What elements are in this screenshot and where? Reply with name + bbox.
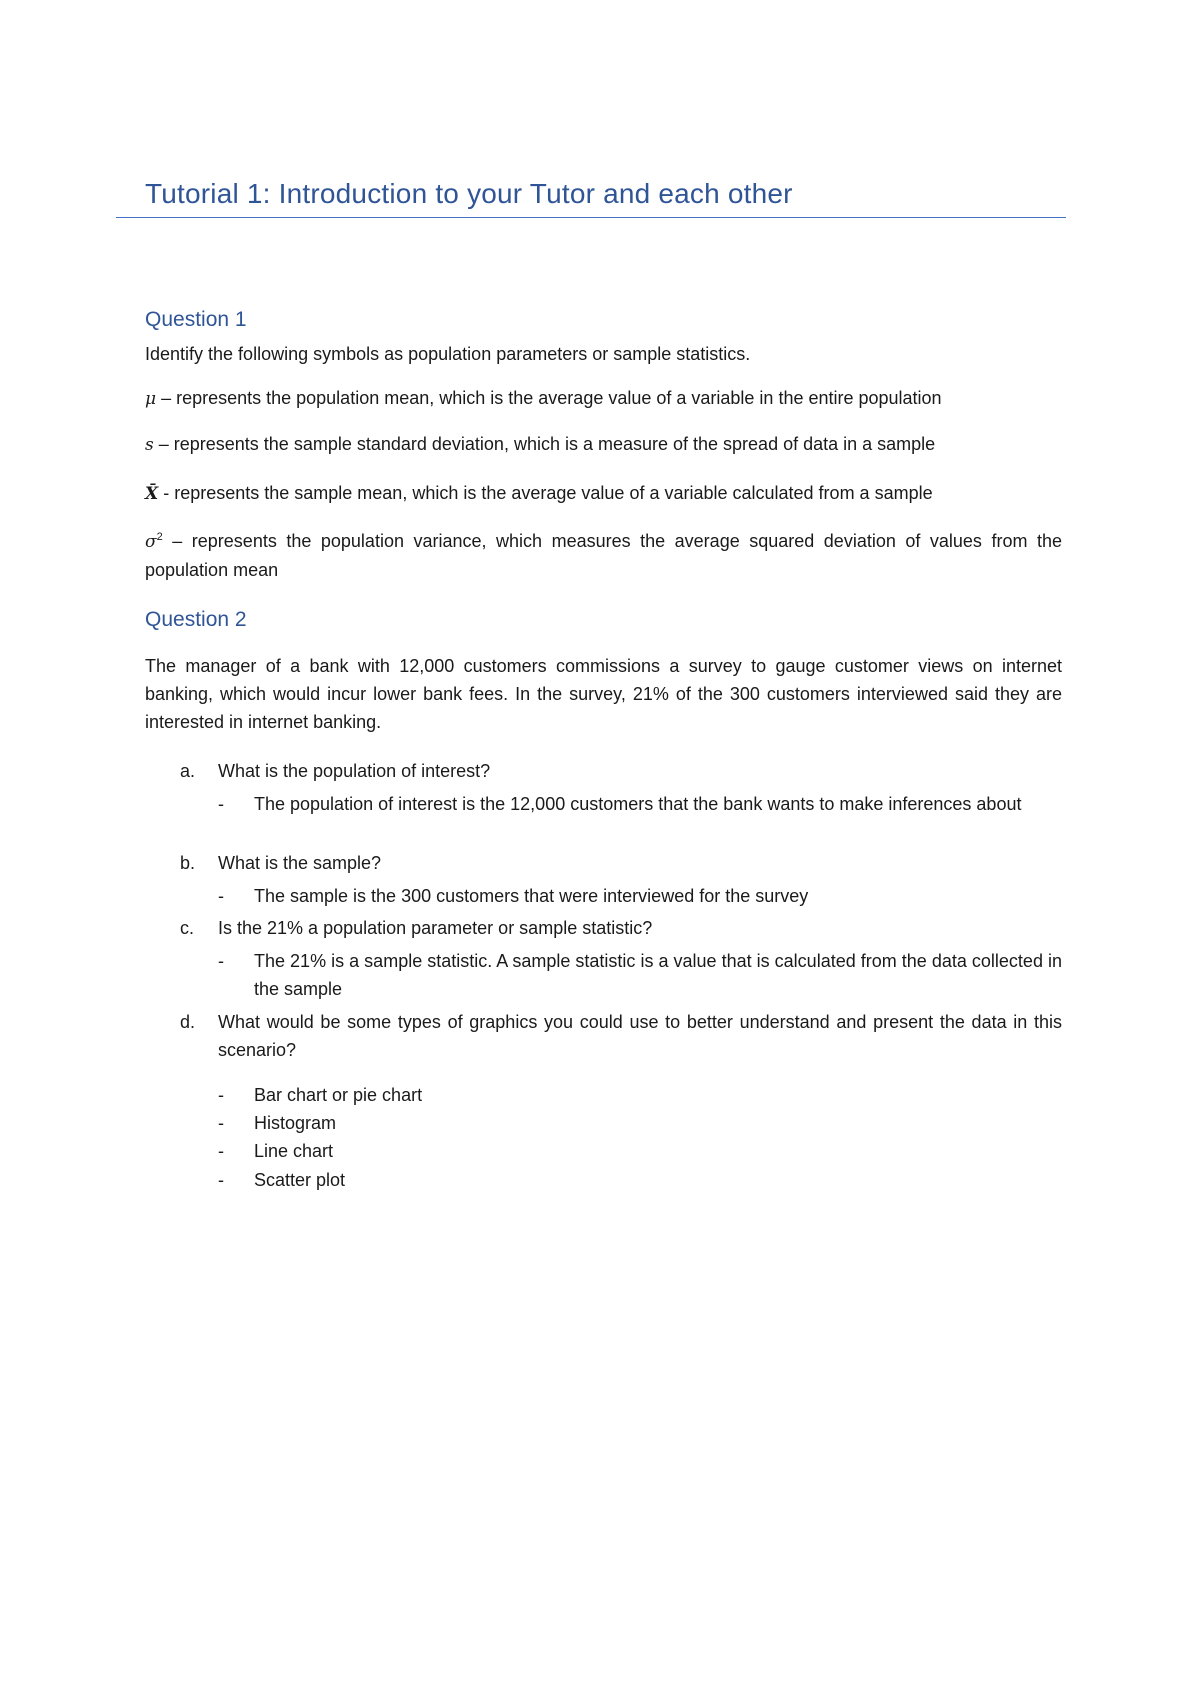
dash-bullet: - — [218, 1141, 224, 1161]
title-underline — [116, 217, 1066, 218]
part-c-question: Is the 21% a population parameter or sample statistic? — [218, 918, 653, 938]
dash-bullet: - — [218, 951, 224, 971]
part-c-answer: The 21% is a sample statistic. A sample statistic is a value that is calculated from the data collected in the sample — [254, 951, 1062, 999]
part-d-letter: d. — [180, 1012, 196, 1032]
part-d-answer-1: Bar chart or pie chart — [254, 1085, 423, 1105]
s-description: – represents the sample standard deviation, which is a measure of the spread of data in a sample — [153, 434, 936, 454]
part-b-letter: b. — [180, 853, 196, 873]
question-2-heading: Question 2 — [145, 608, 247, 631]
symbol-xbar-line — [145, 479, 1062, 508]
dash-bullet: - — [218, 886, 224, 906]
part-c-letter: c. — [180, 918, 195, 938]
question-2-intro: The manager of a bank with 12,000 customers commissions a survey to gauge customer views on internet banking, which would incur lower bank fees. In the survey, 21% of the 300 customers interviewed said they are interested in internet banking. — [145, 656, 1062, 732]
part-d-answer-4: Scatter plot — [254, 1170, 346, 1190]
dash-bullet: - — [218, 794, 224, 814]
mu-symbol: μ — [145, 389, 157, 409]
dash-bullet: - — [218, 1113, 224, 1133]
part-d-answer-3: Line chart — [254, 1141, 334, 1161]
mu-description: – represents the population mean, which is the average value of a variable in the entire population — [156, 388, 942, 408]
part-d-answer-2: Histogram — [254, 1113, 337, 1133]
question-1-heading: Question 1 — [145, 308, 247, 331]
sigma-symbol: σ — [145, 532, 157, 552]
document-title: Tutorial 1: Introduction to your Tutor and each other — [145, 178, 793, 209]
part-a-letter: a. — [180, 761, 196, 781]
part-d-question: What would be some types of graphics you could use to better understand and present the data in this scenario? — [218, 1012, 1062, 1060]
part-b-answer: The sample is the 300 customers that were interviewed for the survey — [254, 886, 809, 906]
xbar-symbol: X̄ — [145, 484, 159, 504]
xbar-description: - represents the sample mean, which is the average value of a variable calculated from a sample — [158, 483, 933, 503]
symbol-sigma-line — [145, 527, 1062, 584]
part-a-question: What is the population of interest? — [218, 761, 491, 781]
dash-bullet: - — [218, 1085, 224, 1105]
symbol-s-line — [145, 430, 1062, 459]
dash-bullet: - — [218, 1170, 224, 1190]
question-1-intro: Identify the following symbols as population parameters or sample statistics. — [145, 344, 751, 364]
sigma-superscript: 2 — [156, 531, 163, 543]
part-b-question: What is the sample? — [218, 853, 382, 873]
part-a-answer: The population of interest is the 12,000 customers that the bank wants to make inferences about — [254, 794, 1022, 814]
s-symbol: s — [145, 435, 154, 455]
symbol-mu-line — [145, 384, 1062, 413]
sigma-description: – represents the population variance, which measures the average squared deviation of values from the population mean — [145, 531, 1062, 580]
